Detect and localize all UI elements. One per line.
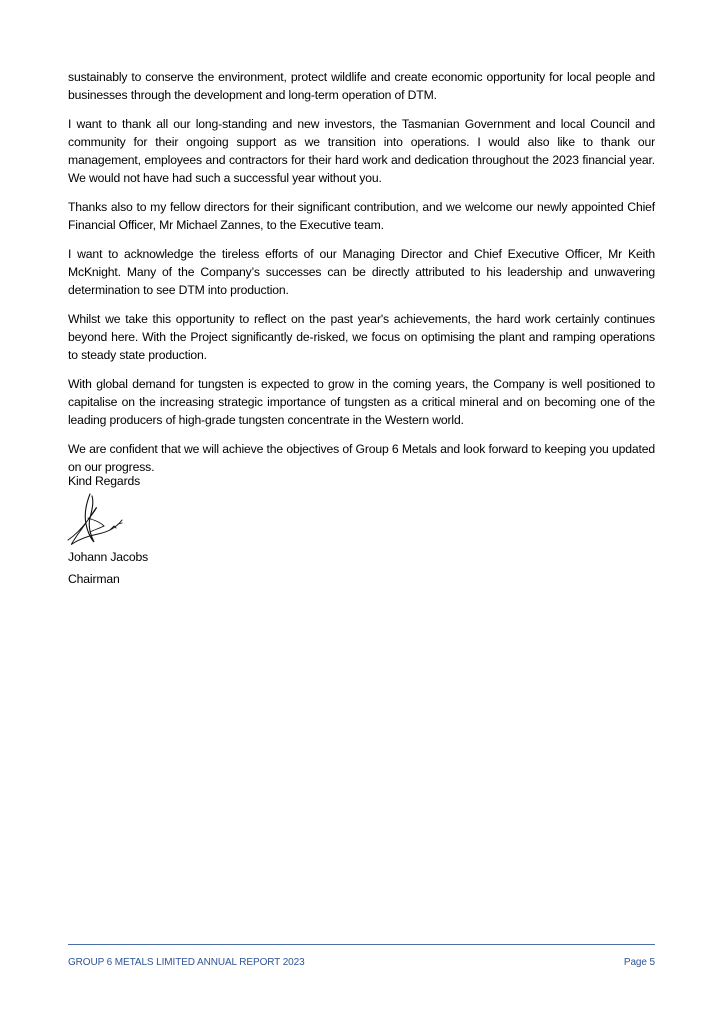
signature-image bbox=[64, 490, 144, 550]
footer-report-title: GROUP 6 METALS LIMITED ANNUAL REPORT 2023 bbox=[68, 957, 305, 968]
paragraph: Thanks also to my fellow directors for their significant contribution, and we welcome our newly appointed Chief Financial Officer, Mr Michael Zannes, to the Executive team. bbox=[68, 200, 655, 232]
footer-page-number: Page 5 bbox=[623, 957, 655, 968]
letter-closing bbox=[68, 472, 368, 588]
salutation: Kind Regards bbox=[68, 474, 141, 488]
paragraph: Whilst we take this opportunity to reflect on the past year's achievements, the hard work certainly continues beyond here. With the Project significantly de-risked, we focus on optimising the plant and ramping operations to steady state production. bbox=[68, 312, 655, 362]
paragraph: I want to acknowledge the tireless efforts of our Managing Director and Chief Executive Officer, Mr Keith McKnight. Many of the Company’s successes can be directly attributed to his leadership and unwavering determination to see DTM into production. bbox=[68, 247, 655, 297]
footer-divider bbox=[68, 944, 655, 945]
paragraph: With global demand for tungsten is expected to grow in the coming years, the Company is well positioned to capitalise on the increasing strategic importance of tungsten as a critical mineral and on becoming one of the leading producers of high-grade tungsten concentrate in the Western world. bbox=[68, 377, 655, 427]
paragraph: sustainably to conserve the environment, protect wildlife and create economic opportunity for local people and businesses through the development and long-term operation of DTM. bbox=[68, 70, 655, 102]
letter-body bbox=[68, 68, 655, 487]
signatory-title: Chairman bbox=[68, 572, 120, 586]
paragraph: We are confident that we will achieve the objectives of Group 6 Metals and look forward to keeping you updated on our progress. bbox=[68, 442, 655, 474]
paragraph: I want to thank all our long-standing and new investors, the Tasmanian Government and local Council and community for their ongoing support as we transition into operations. I would also like to thank our management, employees and contractors for their hard work and dedication throughout the 2023 financial year. We would not have had such a successful year without you. bbox=[68, 117, 655, 185]
signatory-name: Johann Jacobs bbox=[68, 550, 149, 564]
